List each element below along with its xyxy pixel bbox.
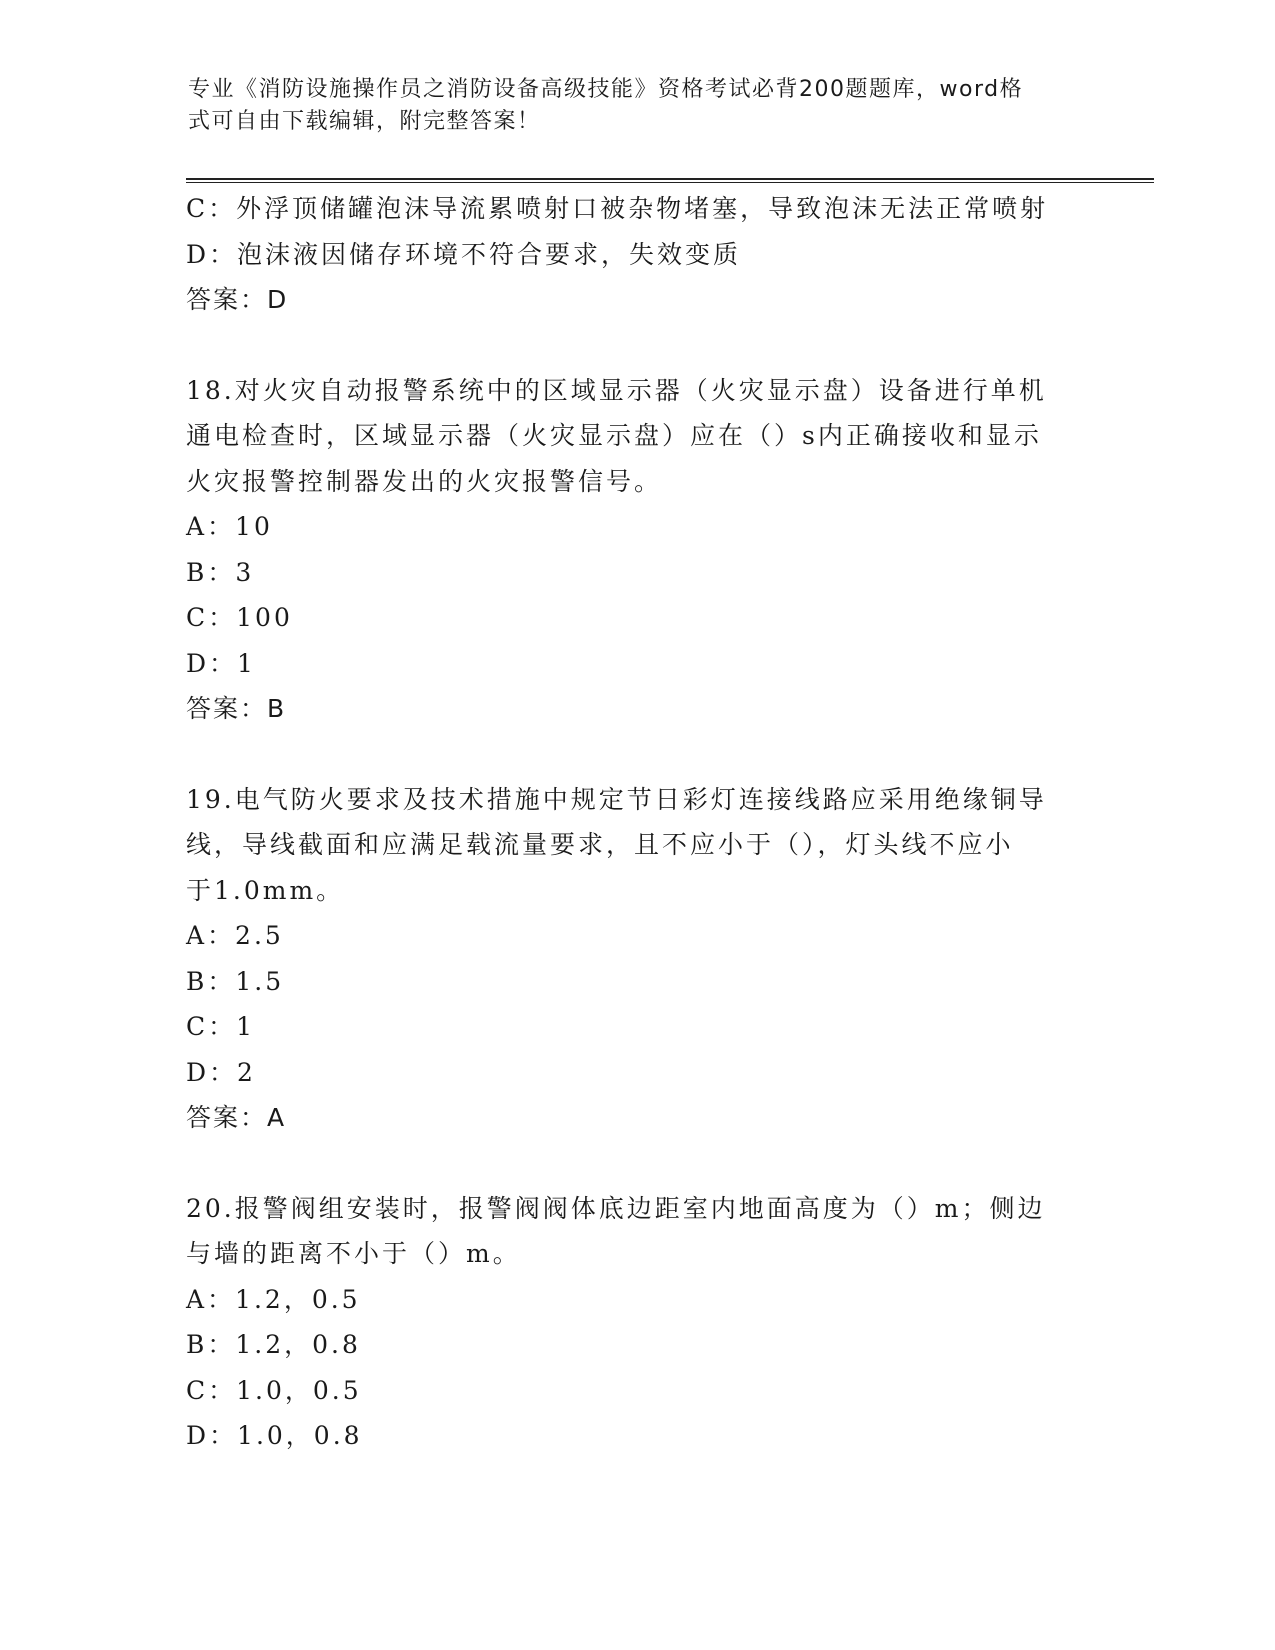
answer-label: 答案：B xyxy=(186,694,287,723)
document-body xyxy=(186,186,1106,1459)
option-a: A：1.2，0.5 xyxy=(186,1284,361,1314)
option-b: B：3 xyxy=(186,557,255,587)
header-line: 式可自由下载编辑，附完整答案！ xyxy=(188,109,541,134)
option-b: B：1.5 xyxy=(186,966,285,996)
question-text: 通电检查时，区域显示器（火灾显示盘）应在（）s内正确接收和显示 xyxy=(186,421,1042,450)
header-divider xyxy=(186,178,1154,183)
answer-label: 答案：D xyxy=(186,285,289,314)
option-b: B：1.2，0.8 xyxy=(186,1330,361,1359)
question-text: 火灾报警控制器发出的火灾报警信号。 xyxy=(186,466,663,496)
question-text: 19.电气防火要求及技术措施中规定节日彩灯连接线路应采用绝缘铜导 xyxy=(186,784,1047,814)
option-d: D：2 xyxy=(186,1057,256,1087)
question-18 xyxy=(186,368,1106,732)
question-text: 于1.0mm。 xyxy=(186,875,345,905)
question-text: 18.对火灾自动报警系统中的区域显示器（火灾显示盘）设备进行单机 xyxy=(186,375,1047,405)
page-header xyxy=(188,74,1088,138)
option-d: D：泡沫液因储存环境不符合要求，失效变质 xyxy=(186,239,742,269)
option-d: D：1 xyxy=(186,648,256,678)
option-c: C：外浮顶储罐泡沫导流累喷射口被杂物堵塞，导致泡沫无法正常喷射 xyxy=(186,194,1049,223)
header-line: 专业《消防设施操作员之消防设备高级技能》资格考试必背200题题库，word格 xyxy=(188,77,1024,102)
option-c: C：1 xyxy=(186,1012,256,1041)
question-17-continued xyxy=(186,186,1106,323)
question-text: 20.报警阀组安装时，报警阀阀体底边距室内地面高度为（）m；侧边 xyxy=(186,1193,1046,1223)
answer-label: 答案：A xyxy=(186,1103,287,1132)
question-20 xyxy=(186,1186,1106,1459)
option-d: D：1.0，0.8 xyxy=(186,1421,363,1450)
question-text: 线，导线截面和应满足载流量要求，且不应小于（），灯头线不应小 xyxy=(186,830,1014,859)
question-19 xyxy=(186,777,1106,1141)
option-a: A：10 xyxy=(186,512,273,541)
option-c: C：1.0，0.5 xyxy=(186,1375,362,1405)
option-a: A：2.5 xyxy=(186,921,284,950)
question-text: 与墙的距离不小于（）m。 xyxy=(186,1239,521,1268)
option-c: C：100 xyxy=(186,603,293,632)
